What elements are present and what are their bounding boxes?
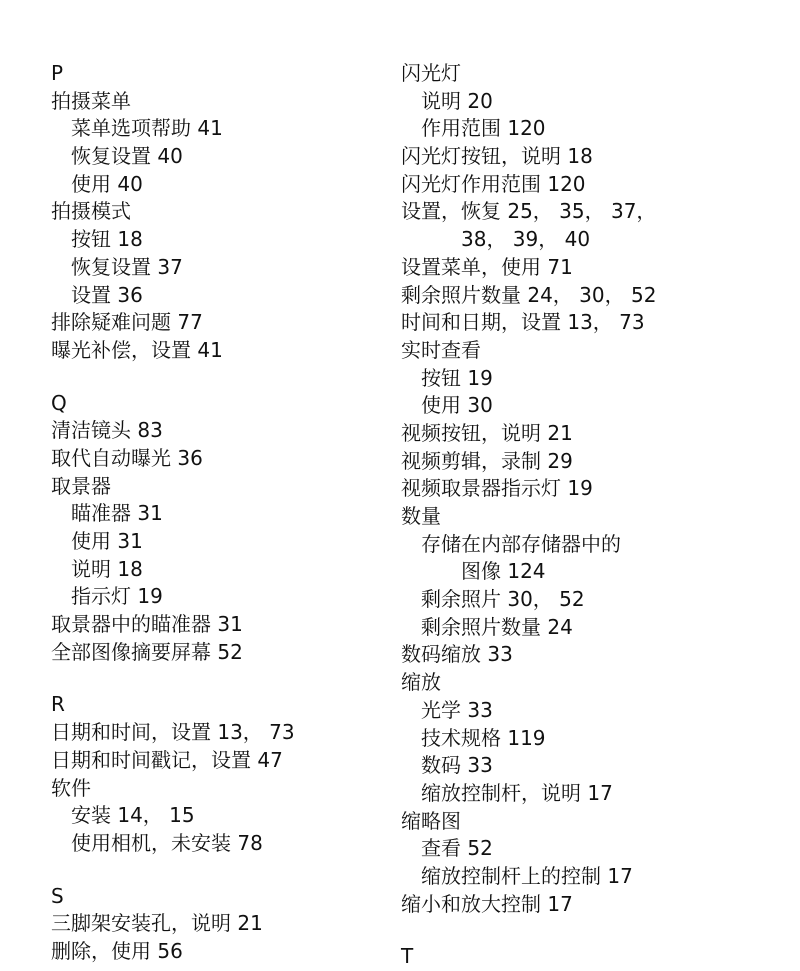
index-entry: 剩余照片数量 24， 30， 52 xyxy=(401,282,657,307)
index-subentry: 剩余照片数量 24 xyxy=(421,614,573,639)
index-entry: 取代自动曝光 36 xyxy=(51,445,203,470)
index-subentry: 光学 33 xyxy=(421,697,493,722)
index-subentry: 使用 40 xyxy=(71,171,143,196)
index-subentry: 缩放控制杆上的控制 17 xyxy=(421,863,633,888)
index-entry: 数量 xyxy=(401,504,441,528)
index-subentry: 使用相机，未安装 78 xyxy=(71,830,263,855)
index-entry: 缩小和放大控制 17 xyxy=(401,891,573,916)
index-letter-s: S xyxy=(51,883,64,908)
index-entry: 全部图像摘要屏幕 52 xyxy=(51,639,243,664)
index-subentry: 使用 31 xyxy=(71,529,143,553)
index-subentry: 说明 18 xyxy=(71,556,143,581)
index-entry: 曝光补偿，设置 41 xyxy=(51,337,223,362)
index-subentry: 剩余照片 30， 52 xyxy=(421,587,585,612)
index-entry: 清洁镜头 83 xyxy=(51,418,163,443)
index-entry: 缩略图 xyxy=(401,808,461,833)
index-entry: 取景器中的瞄准器 31 xyxy=(51,612,243,637)
index-subentry: 恢复设置 37 xyxy=(71,254,183,279)
index-subentry: 恢复设置 40 xyxy=(71,144,183,169)
index-entry: 视频取景器指示灯 19 xyxy=(401,476,593,501)
index-entry: 数码缩放 33 xyxy=(401,642,513,667)
index-entry: 拍摄菜单 xyxy=(51,88,131,113)
index-entry: 视频剪辑，录制 29 xyxy=(401,448,573,473)
index-entry: 删除，使用 56 xyxy=(51,938,183,963)
index-subentry: 按钮 19 xyxy=(421,365,493,390)
index-entry: 日期和时间，设置 13， 73 xyxy=(51,720,295,745)
index-subentry: 安装 14， 15 xyxy=(71,803,195,828)
index-entry: 闪光灯按钮，说明 18 xyxy=(401,144,593,169)
index-entry: 缩放 xyxy=(401,670,441,695)
index-column-right xyxy=(401,60,791,971)
index-subentry: 作用范围 120 xyxy=(421,116,546,141)
index-entry-continuation: 38， 39， 40 xyxy=(461,227,591,252)
index-column-left xyxy=(51,60,381,966)
index-entry: 时间和日期，设置 13， 73 xyxy=(401,310,645,335)
index-entry: 拍摄模式 xyxy=(51,199,131,224)
index-subentry: 缩放控制杆，说明 17 xyxy=(421,780,613,805)
index-letter-q: Q xyxy=(51,390,67,415)
index-entry: 实时查看 xyxy=(401,337,481,362)
index-subentry: 按钮 18 xyxy=(71,227,143,252)
index-subentry: 菜单选项帮助 41 xyxy=(71,116,223,141)
index-entry: 取景器 xyxy=(51,473,111,498)
index-subentry: 设置 36 xyxy=(71,282,143,307)
index-entry-continuation: 图像 124 xyxy=(461,559,546,584)
index-letter-r: R xyxy=(51,692,65,717)
index-subentry: 瞄准器 31 xyxy=(71,501,163,526)
index-entry: 软件 xyxy=(51,775,91,800)
index-letter-t: T xyxy=(401,944,414,969)
index-entry: 设置菜单，使用 71 xyxy=(401,254,573,279)
index-entry: 三脚架安装孔，说明 21 xyxy=(51,911,263,936)
index-entry: 日期和时间戳记，设置 47 xyxy=(51,747,283,772)
index-entry: 排除疑难问题 77 xyxy=(51,310,203,335)
index-entry: 视频按钮，说明 21 xyxy=(401,420,573,445)
index-entry: 设置，恢复 25， 35， 37， xyxy=(401,199,657,224)
index-subentry: 数码 33 xyxy=(421,753,493,778)
index-subentry: 查看 52 xyxy=(421,836,493,861)
index-subentry: 存储在内部存储器中的 xyxy=(421,531,621,556)
index-entry: 闪光灯作用范围 120 xyxy=(401,171,586,196)
index-subentry: 技术规格 119 xyxy=(421,725,546,750)
index-letter-p: P xyxy=(51,61,64,85)
index-subentry: 说明 20 xyxy=(421,88,493,113)
index-subentry: 使用 30 xyxy=(421,393,493,418)
index-subentry: 指示灯 19 xyxy=(71,584,163,609)
index-entry: 闪光灯 xyxy=(401,61,461,85)
